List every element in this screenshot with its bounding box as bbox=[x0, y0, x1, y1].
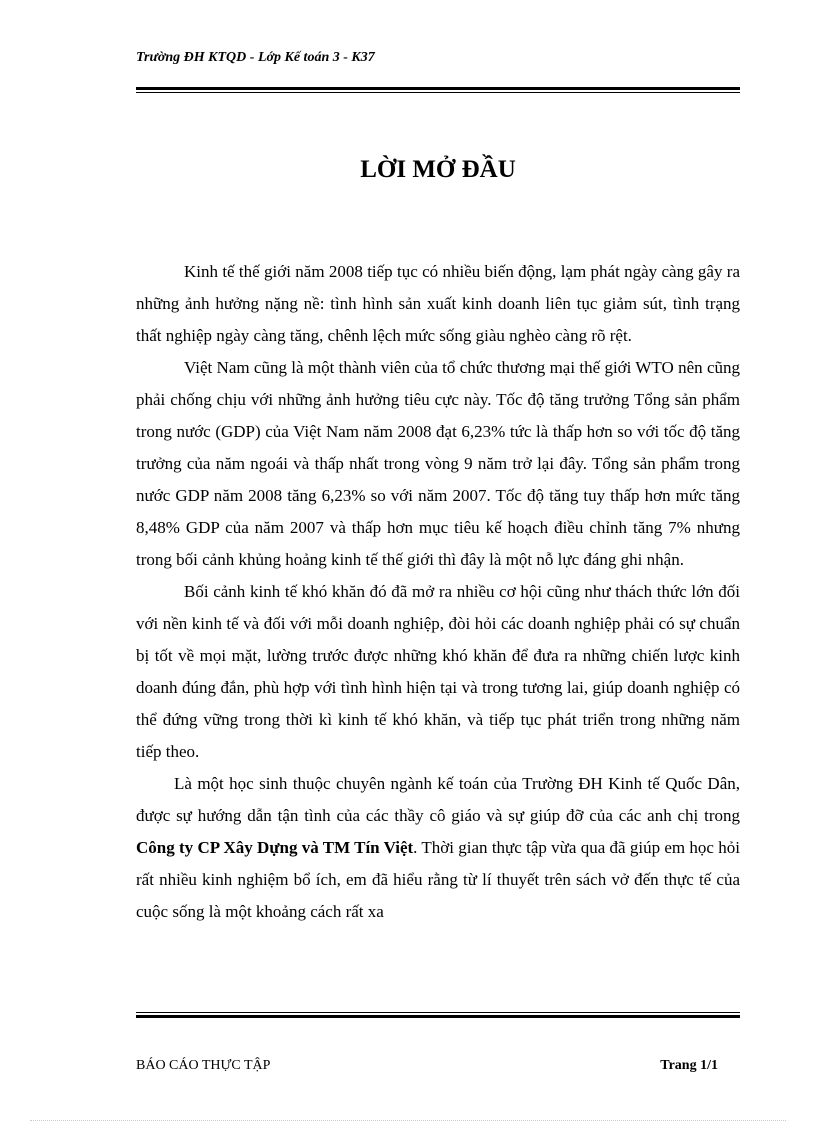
footer-rule-thin bbox=[136, 1012, 740, 1013]
company-name: Công ty CP Xây Dựng và TM Tín Việt bbox=[136, 838, 414, 857]
paragraph-3: Bối cảnh kinh tế khó khăn đó đã mở ra nhiều cơ hội cũng như thách thức lớn đối với nền kinh tế và đối với mỗi doanh nghiệp, đòi hỏi các doanh nghiệp phải có sự chuẩn bị tốt về mọi mặt, lường trước được những khó khăn để đưa ra những chiến lược kinh doanh đúng đắn, phù hợp với tình hình hiện tại và trong tương lai, giúp doanh nghiệp có thể đứng vững trong thời kì kinh tế khó khăn, và tiếp tục phát triển trong những năm tiếp theo. bbox=[136, 582, 740, 761]
footer-rule-thick bbox=[136, 1015, 740, 1018]
header-rule-thick bbox=[136, 87, 740, 90]
paragraph-4 bbox=[136, 768, 740, 928]
footer-page-number: Trang 1/1 bbox=[660, 1058, 718, 1073]
paragraph-1: Kinh tế thế giới năm 2008 tiếp tục có nhiều biến động, lạm phát ngày càng gây ra những ảnh hưởng nặng nề: tình hình sản xuất kinh doanh liên tục giảm sút, tình trạng thất nghiệp ngày càng tăng, chênh lệch mức sống giàu nghèo càng rõ rệt. bbox=[136, 262, 740, 345]
footer-report-label: BÁO CÁO THỰC TẬP bbox=[136, 1058, 271, 1073]
paragraph-2: Việt Nam cũng là một thành viên của tổ chức thương mại thế giới WTO nên cũng phải chống chịu với những ảnh hưởng tiêu cực này. Tốc độ tăng trưởng Tổng sản phẩm trong nước (GDP) của Việt Nam năm 2008 đạt 6,23% tức là thấp hơn so với tốc độ tăng trưởng của năm ngoái và thấp nhất trong vòng 9 năm trở lại đây. Tổng sản phẩm trong nước GDP năm 2008 tăng 6,23% so với năm 2007. Tốc độ tăng tuy thấp hơn mức tăng 8,48% GDP của năm 2007 và thấp hơn mục tiêu kế hoạch điều chỉnh tăng 7% nhưng trong bối cảnh khủng hoảng kinh tế thế giới thì đây là một nỗ lực đáng ghi nhận. bbox=[136, 358, 740, 569]
header-rule-thin bbox=[136, 92, 740, 93]
paragraph-4-intro: Là một học sinh thuộc chuyên ngành kế toán của Trường ĐH Kinh tế Quốc Dân, được sự hướng dẫn tận tình của các thầy cô giáo và sự giúp đỡ của các anh chị trong bbox=[136, 774, 740, 825]
body-text bbox=[136, 256, 740, 928]
header-text: Trường ĐH KTQD - Lớp Kế toán 3 - K37 bbox=[136, 50, 375, 65]
page-title: LỜI MỞ ĐẦU bbox=[360, 156, 516, 183]
page-bottom-dotted-line bbox=[30, 1120, 786, 1121]
paragraph-4-rest: . Thời gian thực tập vừa qua đã giúp em học hỏi rất nhiều kinh nghiệm bổ ích, em đã hiểu rằng từ lí thuyết trên sách vở đến thực tế của cuộc sống là một khoảng cách rất xa bbox=[136, 838, 740, 921]
